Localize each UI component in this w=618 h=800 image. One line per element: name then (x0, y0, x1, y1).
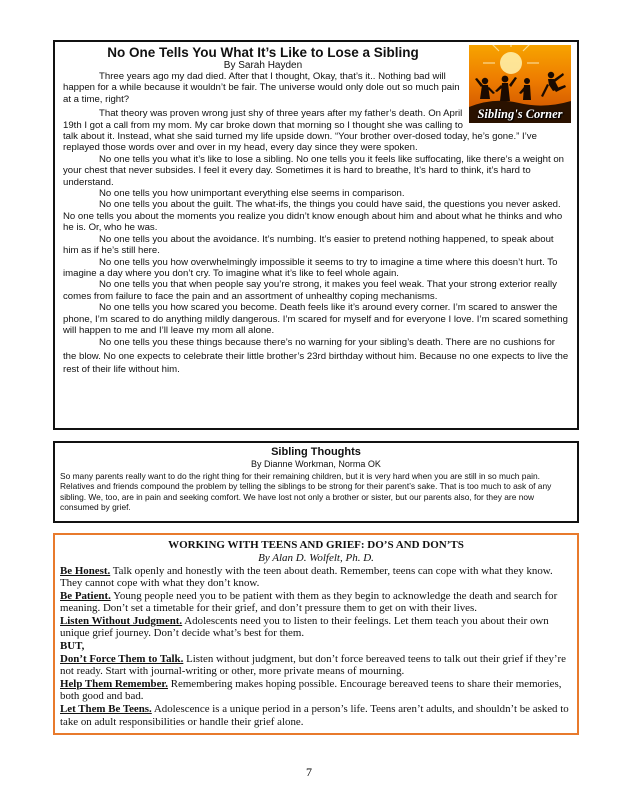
item-heading: Don’t Force Them to Talk. (60, 652, 184, 665)
siblings-corner-logo (469, 45, 571, 123)
paragraph: No one tells you how scared you become. Death feels like it’s around every corner. I’m scared to answer the phone, I’m scared to do anything mildly dangerous. I’m scared for myself and for everyone I love. I’m scared something will happen to me and I’ll leave my mom all alone. (63, 302, 568, 336)
list-item (60, 590, 572, 615)
list-item (60, 565, 572, 590)
paragraph: So many parents really want to do the right thing for their remaining children, but it is very hard when you are still in so much pain. Relatives and friends compound the problem by telling the siblings to be strong for their parent’s sake. That is too much to ask of any sibling. We, too, are in pain and seeking comfort. We have lost not only a brother or sister, but our parents also, for they are now consumed by grief. (60, 471, 552, 513)
article-title: Sibling Thoughts (271, 446, 361, 458)
article-lose-sibling (53, 40, 579, 430)
paragraph: That theory was proven wrong just shy of three years after my father’s death. On April 19th I got a call from my mom. My car broke down that morning so I thought she was calling to talk about it. Instead, what she said turned my life upside down. “Your brother over-dosed today, he’s gone.” I’ve replayed those words over and over in my head, every day since they were spoken. (63, 108, 537, 154)
paragraph: No one tells you about the guilt. The what-ifs, the things you could have said, the questions you never asked. No one tells you about the moments you realize you didn’t know enough about him and about what he thinks and who he is. Or, who he was. (63, 199, 563, 234)
paragraph: No one tells you that when people say you’re strong, it makes you feel weak. That your strong exterior really comes from failure to face the pain and an assortment of unhealthy coping mechanisms. (63, 279, 557, 302)
item-text: Young people need you to be patient with them as they begin to acknowledge the death and search for meaning. Don’t set a timetable for their grief, and don’t pressure them to get on with their lives. (60, 589, 558, 615)
paragraph: Three years ago my dad died. After that I thought, Okay, that’s it.. Nothing bad will happen for a while because it wouldn’t be fair. The universe would only dole out so much pain at a time, right? (63, 71, 460, 105)
list-item (60, 615, 572, 640)
article-byline: By Dianne Workman, Norma OK (251, 459, 381, 469)
list-item (60, 678, 572, 703)
item-heading: Be Patient. (60, 589, 111, 602)
paragraph: No one tells you these things because there’s no warning for your sibling’s death. There are no cushions for the blow. No one expects to celebrate their little brother’s 23rd birthday without him. Because no one expects to live the rest of their life without him. (63, 337, 569, 376)
list-item (60, 703, 572, 728)
item-text: Adolescents need you to listen to their feelings. Let them teach you about their own unique grief journey. Don’t decide what’s best for them. (60, 614, 549, 640)
item-text: Talk openly and honestly with the teen about death. Remember, teens can cope with what they know. They cannot cope with what they don’t know. (60, 564, 553, 590)
but-label: BUT, (60, 640, 85, 653)
article-byline: By Alan D. Wolfelt, Ph. D. (258, 552, 374, 564)
list-item (60, 653, 572, 678)
item-heading: Listen Without Judgment. (60, 614, 183, 627)
item-text: Adolescence is a unique period in a person’s life. Teens aren’t adults, and shouldn’t be asked to take on adult responsibilities or handle their grief alone. (60, 703, 569, 728)
paragraph: No one tells you how overwhelmingly impossible it seems to try to imagine a time where this doesn’t hurt. To imagine a day where you don’t cry. To imagine what it’s like to feel whole again. (63, 256, 558, 279)
article-teens-grief (53, 533, 579, 735)
paragraph: No one tells you about the avoidance. It’s numbing. It’s easier to pretend nothing happened, to speak about him as if he’s still here. (63, 233, 554, 257)
article-title: No One Tells You What It’s Like to Lose a Sibling (107, 45, 419, 60)
item-heading: Be Honest. (60, 564, 111, 577)
item-heading: Let Them Be Teens. (60, 703, 152, 716)
article-title: WORKING WITH TEENS AND GRIEF: DO’S AND DON’TS (168, 539, 464, 551)
paragraph: No one tells you what it’s like to lose a sibling. No one tells you it feels like suffocating, like there’s a weight on your chest that never subsides. I feel it every day. Sometimes it is hard to breathe, It’s hard to think, it’s hard to understand. (63, 153, 565, 188)
item-text: Listen without judgment, but don’t force bereaved teens to talk out their grief if they’re not ready. Start with journal-writing or other, more private means of mourning. (60, 652, 567, 678)
item-text: Remembering makes hoping possible. Encourage bereaved teens to share their memories, both good and bad. (60, 677, 562, 703)
page-number: 7 (306, 765, 312, 779)
paragraph: No one tells you how unimportant everything else seems in comparison. (99, 188, 405, 200)
article-sibling-thoughts (53, 441, 579, 523)
article-byline: By Sarah Hayden (223, 60, 303, 71)
logo-text: Sibling's Corner (477, 106, 563, 121)
item-heading: Help Them Remember. (60, 677, 168, 690)
